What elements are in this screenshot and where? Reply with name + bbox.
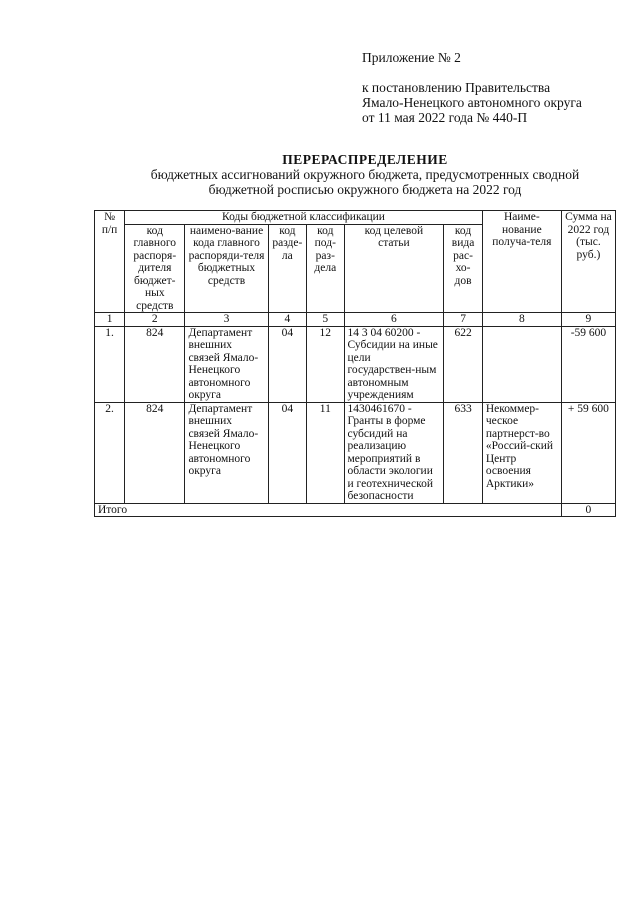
row-target: 1430461670 - Гранты в форме субсидий на реализацию мероприятий в области экологии и геотехнической безопасности	[344, 402, 444, 503]
row-sum: -59 600	[561, 326, 615, 402]
col-number: 1	[95, 313, 125, 327]
row-main-name: Департамент внешних связей Ямало-Ненецкого автономного округа	[185, 402, 268, 503]
row-num: 2.	[95, 402, 125, 503]
col-number: 2	[125, 313, 185, 327]
header-section: код разде-ла	[268, 224, 306, 313]
appendix-header	[362, 50, 582, 125]
column-numbers-row	[95, 313, 616, 327]
row-recipient: Некоммер-ческое партнерст-во «Россий-ский Центр освоения Арктики»	[482, 402, 561, 503]
header-main-name: наимено-вание кода главного распоряди-теля бюджетных средств	[185, 224, 268, 313]
col-number: 7	[444, 313, 483, 327]
header-sum: Сумма на 2022 год (тыс. руб.)	[561, 211, 615, 313]
row-subsection: 12	[307, 326, 344, 402]
row-num: 1.	[95, 326, 125, 402]
total-label: Итого	[95, 503, 562, 517]
row-section: 04	[268, 402, 306, 503]
appendix-line-1: к постановлению Правительства	[362, 80, 551, 95]
row-target: 14 3 04 60200 - Субсидии на иные цели государствен-ным автономным учреждениям	[344, 326, 444, 402]
row-expense: 633	[444, 402, 483, 503]
title-line-2: бюджетной росписью окружного бюджета на 2022 год	[208, 182, 522, 197]
title-main: ПЕРЕРАСПРЕДЕЛЕНИЕ	[282, 152, 448, 167]
row-main-name: Департамент внешних связей Ямало-Ненецкого автономного округа	[185, 326, 268, 402]
appendix-line-2: Ямало-Ненецкого автономного округа	[362, 95, 582, 110]
header-main-code: код главного распоря-дителя бюджет-ных средств	[125, 224, 185, 313]
col-number: 3	[185, 313, 268, 327]
appendix-line-3: от 11 мая 2022 года № 440-П	[362, 110, 528, 125]
appendix-number: Приложение № 2	[362, 50, 461, 65]
row-subsection: 11	[307, 402, 344, 503]
table-row	[95, 402, 616, 503]
col-number: 8	[482, 313, 561, 327]
header-subsection: код под-раз-дела	[307, 224, 344, 313]
total-row	[95, 503, 616, 517]
row-main-code: 824	[125, 326, 185, 402]
header-expense: код вида рас-хо-дов	[444, 224, 483, 313]
total-value: 0	[561, 503, 615, 517]
row-section: 04	[268, 326, 306, 402]
col-number: 5	[307, 313, 344, 327]
header-target: код целевой статьи	[344, 224, 444, 313]
row-expense: 622	[444, 326, 483, 402]
col-number: 4	[268, 313, 306, 327]
budget-table	[94, 210, 616, 517]
title-line-1: бюджетных ассигнований окружного бюджета, предусмотренных сводной	[150, 167, 580, 182]
header-codes-group: Коды бюджетной классификации	[125, 211, 483, 225]
document-title	[90, 152, 640, 197]
row-sum: + 59 600	[561, 402, 615, 503]
header-recipient: Наиме-нование получа-теля	[482, 211, 561, 313]
header-num: № п/п	[95, 211, 125, 313]
row-main-code: 824	[125, 402, 185, 503]
col-number: 6	[344, 313, 444, 327]
table-row	[95, 326, 616, 402]
col-number: 9	[561, 313, 615, 327]
row-recipient	[482, 326, 561, 402]
